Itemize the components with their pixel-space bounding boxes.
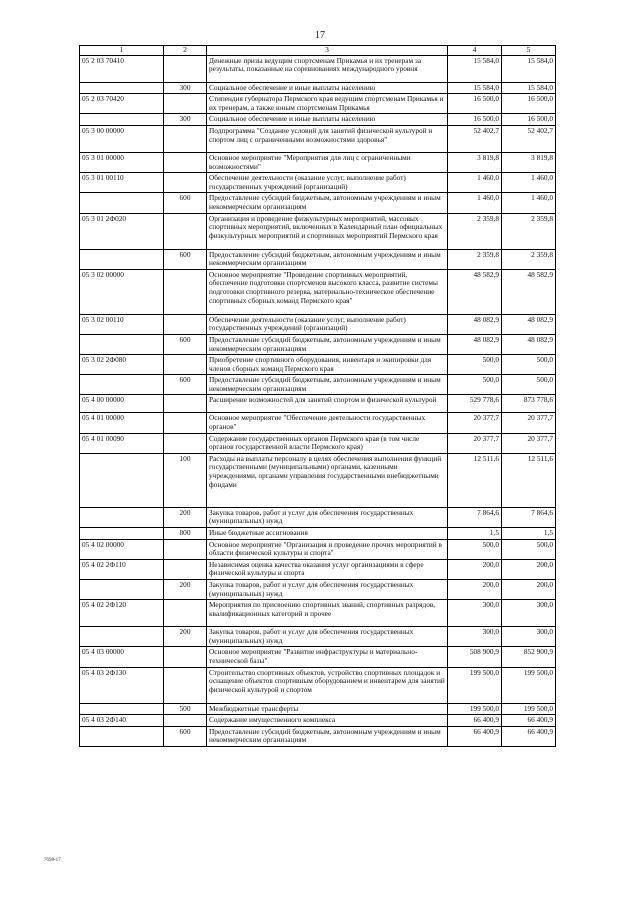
row-value-year-2: 1 460,0 (502, 173, 556, 193)
table-row (80, 314, 556, 334)
row-code (80, 114, 164, 126)
row-value-year-1: 52 402,7 (448, 125, 502, 152)
table-row (80, 94, 556, 114)
row-expense-type: 200 (164, 627, 207, 647)
table-row (80, 600, 556, 627)
row-code: 05 4 02 00000 (80, 539, 164, 559)
table-row (80, 355, 556, 375)
table-row (80, 647, 556, 667)
row-code: 05 3 01 00000 (80, 152, 164, 172)
row-code (80, 193, 164, 213)
table-row (80, 559, 556, 579)
row-expense-type (164, 395, 207, 413)
row-value-year-1: 48 082,9 (448, 334, 502, 354)
table-row (80, 539, 556, 559)
row-value-year-1: 529 778,6 (448, 395, 502, 413)
row-value-year-1: 15 584,0 (448, 82, 502, 94)
row-name: Мероприятия по присвоению спортивных званий, спортивных разрядов, квалификационных категорий и прочее (207, 600, 448, 627)
row-code: 05 4 02 2Ф110 (80, 559, 164, 579)
row-code: 05 3 00 00000 (80, 125, 164, 152)
row-name: Основное мероприятие "Обеспечение деятельности государственных органов" (207, 413, 448, 433)
row-expense-type: 800 (164, 528, 207, 540)
table-row (80, 55, 556, 82)
row-value-year-2: 16 500,0 (502, 94, 556, 114)
row-code: 05 3 02 00110 (80, 314, 164, 334)
row-value-year-1: 20 377,7 (448, 433, 502, 453)
table-row (80, 375, 556, 395)
row-code: 05 4 03 00000 (80, 647, 164, 667)
row-value-year-2: 20 377,7 (502, 433, 556, 453)
row-value-year-1: 200,0 (448, 559, 502, 579)
row-value-year-2: 3 819,8 (502, 152, 556, 172)
column-header-4: 4 (448, 46, 502, 56)
row-value-year-1: 200,0 (448, 580, 502, 600)
table-row (80, 433, 556, 453)
row-name: Расширение возможностей для занятий спортом и физической культурой (207, 395, 448, 413)
row-name: Строительство спортивных объектов, устройство спортивных площадок и оснащение объектов спортивным оборудованием и инвентарем для занятий физической культурой и спортом (207, 667, 448, 703)
row-value-year-1: 16 500,0 (448, 114, 502, 126)
row-code: 05 2 03 70420 (80, 94, 164, 114)
row-value-year-1: 1 460,0 (448, 193, 502, 213)
row-name: Независимая оценка качества оказания услуг организациями в сфере физической культуры и спорта (207, 559, 448, 579)
column-header-2: 2 (164, 46, 207, 56)
row-expense-type: 600 (164, 334, 207, 354)
document-footer-code: 7698-17 (44, 858, 61, 863)
row-expense-type (164, 647, 207, 667)
row-name: Закупка товаров, работ и услуг для обеспечения государственных (муниципальных) нужд (207, 507, 448, 527)
row-name: Содержание имущественного комплекса (207, 715, 448, 727)
row-value-year-1: 199 500,0 (448, 703, 502, 715)
row-name: Стипендия губернатора Пермского края ведущим спортсменам Прикамья и их тренерам, а также юным спортсменам Прикамья (207, 94, 448, 114)
row-value-year-1: 7 864,6 (448, 507, 502, 527)
row-expense-type (164, 55, 207, 82)
row-expense-type (164, 355, 207, 375)
row-value-year-1: 300,0 (448, 627, 502, 647)
row-value-year-2: 52 402,7 (502, 125, 556, 152)
row-value-year-2: 48 082,9 (502, 334, 556, 354)
row-name: Закупка товаров, работ и услуг для обеспечения государственных (муниципальных) нужд (207, 627, 448, 647)
row-expense-type (164, 94, 207, 114)
row-code (80, 82, 164, 94)
row-name: Межбюджетные трансферты (207, 703, 448, 715)
row-value-year-2: 852 900,9 (502, 647, 556, 667)
page-number: 17 (315, 30, 325, 41)
row-code: 05 4 02 2Ф120 (80, 600, 164, 627)
row-value-year-1: 300,0 (448, 600, 502, 627)
row-code: 05 3 01 2Ф020 (80, 213, 164, 249)
row-name: Закупка товаров, работ и услуг для обеспечения государственных (муниципальных) нужд (207, 580, 448, 600)
row-value-year-1: 2 359,8 (448, 249, 502, 269)
row-expense-type (164, 600, 207, 627)
table-row (80, 528, 556, 540)
row-value-year-2: 1,5 (502, 528, 556, 540)
row-expense-type: 200 (164, 580, 207, 600)
row-code (80, 249, 164, 269)
row-value-year-1: 48 582,9 (448, 269, 502, 314)
row-name: Расходы на выплаты персоналу в целях обеспечения выполнения функций государственными (муниципальными) органами, казенными учреждениями, органами управления государственными внебюджетными фондами (207, 453, 448, 507)
row-expense-type (164, 314, 207, 334)
row-value-year-2: 500,0 (502, 539, 556, 559)
row-code: 05 4 01 00090 (80, 433, 164, 453)
row-name: Предоставление субсидий бюджетным, автономным учреждениям и иным некоммерческим организациям (207, 249, 448, 269)
row-value-year-2: 15 584,0 (502, 82, 556, 94)
row-value-year-1: 500,0 (448, 539, 502, 559)
table-row (80, 703, 556, 715)
row-expense-type (164, 213, 207, 249)
row-value-year-2: 873 778,6 (502, 395, 556, 413)
column-header-5: 5 (502, 46, 556, 56)
row-code: 05 3 01 00110 (80, 173, 164, 193)
table-row (80, 726, 556, 746)
row-value-year-2: 12 511,6 (502, 453, 556, 507)
row-name: Предоставление субсидий бюджетным, автономным учреждениям и иным некоммерческим организациям (207, 375, 448, 395)
row-value-year-1: 1,5 (448, 528, 502, 540)
row-value-year-2: 500,0 (502, 355, 556, 375)
row-value-year-2: 66 400,9 (502, 726, 556, 746)
row-name: Основное мероприятие "Организация и проведение прочих мероприятий в области физической культуры и спорта" (207, 539, 448, 559)
row-value-year-2: 15 584,0 (502, 55, 556, 82)
row-expense-type: 300 (164, 114, 207, 126)
row-code: 05 4 00 00000 (80, 395, 164, 413)
row-expense-type (164, 539, 207, 559)
row-value-year-1: 66 400,9 (448, 726, 502, 746)
row-name: Обеспечение деятельности (оказание услуг, выполнение работ) государственных учреждений (организаций) (207, 314, 448, 334)
table-row (80, 152, 556, 172)
row-expense-type (164, 433, 207, 453)
table-row (80, 580, 556, 600)
table-row (80, 715, 556, 727)
table-row (80, 334, 556, 354)
row-code: 05 2 03 70410 (80, 55, 164, 82)
row-expense-type (164, 173, 207, 193)
row-value-year-2: 300,0 (502, 627, 556, 647)
table-row (80, 453, 556, 507)
row-expense-type (164, 152, 207, 172)
row-name: Предоставление субсидий бюджетным, автономным учреждениям и иным некоммерческим организациям (207, 193, 448, 213)
row-value-year-1: 508 900,9 (448, 647, 502, 667)
row-expense-type (164, 125, 207, 152)
table-row (80, 193, 556, 213)
row-expense-type: 600 (164, 193, 207, 213)
row-name: Организация и проведение физкультурных мероприятий, массовых спортивных мероприятий, включенных в Календарный план официальных физкультурных мероприятий и спортивных мероприятий Пермского края (207, 213, 448, 249)
row-name: Обеспечение деятельности (оказание услуг, выполнение работ) государственных учреждений (организаций) (207, 173, 448, 193)
row-value-year-1: 3 819,8 (448, 152, 502, 172)
row-code: 05 4 03 2Ф130 (80, 667, 164, 703)
row-expense-type: 300 (164, 82, 207, 94)
row-value-year-2: 2 359,8 (502, 213, 556, 249)
row-value-year-2: 300,0 (502, 600, 556, 627)
row-name: Основное мероприятие "Развитие инфраструктуры и материально-технической базы" (207, 647, 448, 667)
row-value-year-1: 199 500,0 (448, 667, 502, 703)
row-value-year-1: 20 377,7 (448, 413, 502, 433)
row-code (80, 580, 164, 600)
row-name: Денежные призы ведущим спортсменам Прикамья и их тренерам за результаты, показанные на соревнованиях международного уровня (207, 55, 448, 82)
row-value-year-2: 199 500,0 (502, 703, 556, 715)
table-row (80, 269, 556, 314)
row-name: Основное мероприятие "Проведение спортивных мероприятий, обеспечение подготовки спортсменов высокого класса, развитие системы подготовки спортивного резерва, материально-техническое обеспечение спортивных сборных команд Пермского края" (207, 269, 448, 314)
row-name: Предоставление субсидий бюджетным, автономным учреждениям и иным некоммерческим организациям (207, 334, 448, 354)
row-value-year-2: 7 864,6 (502, 507, 556, 527)
row-value-year-1: 16 500,0 (448, 94, 502, 114)
row-value-year-1: 1 460,0 (448, 173, 502, 193)
row-code (80, 375, 164, 395)
row-name: Основное мероприятие "Мероприятия для лиц с ограниченными возможностями" (207, 152, 448, 172)
row-code: 05 4 01 00000 (80, 413, 164, 433)
table-row (80, 114, 556, 126)
row-value-year-2: 1 460,0 (502, 193, 556, 213)
row-value-year-1: 500,0 (448, 355, 502, 375)
row-name: Содержание государственных органов Пермского края (в том числе органов государственной власти Пермского края) (207, 433, 448, 453)
row-expense-type: 200 (164, 507, 207, 527)
row-value-year-2: 16 500,0 (502, 114, 556, 126)
row-expense-type: 500 (164, 703, 207, 715)
row-expense-type (164, 269, 207, 314)
row-code (80, 453, 164, 507)
table-row (80, 82, 556, 94)
row-code (80, 703, 164, 715)
table-row (80, 627, 556, 647)
row-expense-type: 600 (164, 726, 207, 746)
row-value-year-1: 500,0 (448, 375, 502, 395)
row-code (80, 528, 164, 540)
row-value-year-1: 15 584,0 (448, 55, 502, 82)
row-value-year-2: 48 082,9 (502, 314, 556, 334)
table-row (80, 213, 556, 249)
row-expense-type (164, 559, 207, 579)
table-row (80, 173, 556, 193)
table-row (80, 249, 556, 269)
row-code (80, 507, 164, 527)
row-code: 05 4 03 2Ф140 (80, 715, 164, 727)
table-row (80, 667, 556, 703)
row-expense-type (164, 413, 207, 433)
table-header-row (80, 46, 556, 56)
row-expense-type: 600 (164, 375, 207, 395)
row-code: 05 3 02 00000 (80, 269, 164, 314)
row-value-year-2: 20 377,7 (502, 413, 556, 433)
row-name: Иные бюджетные ассигнования (207, 528, 448, 540)
row-name: Предоставление субсидий бюджетным, автономным учреждениям и иным некоммерческим организациям (207, 726, 448, 746)
row-name: Социальное обеспечение и иные выплаты населению (207, 114, 448, 126)
table-row (80, 413, 556, 433)
row-expense-type: 100 (164, 453, 207, 507)
row-value-year-1: 2 359,8 (448, 213, 502, 249)
row-code (80, 726, 164, 746)
column-header-3: 3 (207, 46, 448, 56)
budget-table (79, 45, 556, 747)
row-value-year-1: 12 511,6 (448, 453, 502, 507)
row-value-year-2: 200,0 (502, 559, 556, 579)
row-expense-type (164, 715, 207, 727)
row-name: Подпрограмма "Создание условий для занятий физической культурой и спортом лиц с ограниченными возможностями здоровья" (207, 125, 448, 152)
row-value-year-2: 200,0 (502, 580, 556, 600)
row-name: Социальное обеспечение и иные выплаты населению (207, 82, 448, 94)
row-expense-type (164, 667, 207, 703)
row-value-year-2: 500,0 (502, 375, 556, 395)
table-row (80, 395, 556, 413)
table-row (80, 125, 556, 152)
row-value-year-1: 66 400,9 (448, 715, 502, 727)
row-value-year-1: 48 082,9 (448, 314, 502, 334)
column-header-1: 1 (80, 46, 164, 56)
row-expense-type: 600 (164, 249, 207, 269)
row-value-year-2: 199 500,0 (502, 667, 556, 703)
row-code: 05 3 02 2Ф080 (80, 355, 164, 375)
row-code (80, 627, 164, 647)
row-value-year-2: 2 359,8 (502, 249, 556, 269)
row-value-year-2: 66 400,9 (502, 715, 556, 727)
row-name: Приобретение спортивного оборудования, инвентаря и экипировки для членов сборных команд Пермского края (207, 355, 448, 375)
row-code (80, 334, 164, 354)
table-row (80, 507, 556, 527)
row-value-year-2: 48 582,9 (502, 269, 556, 314)
